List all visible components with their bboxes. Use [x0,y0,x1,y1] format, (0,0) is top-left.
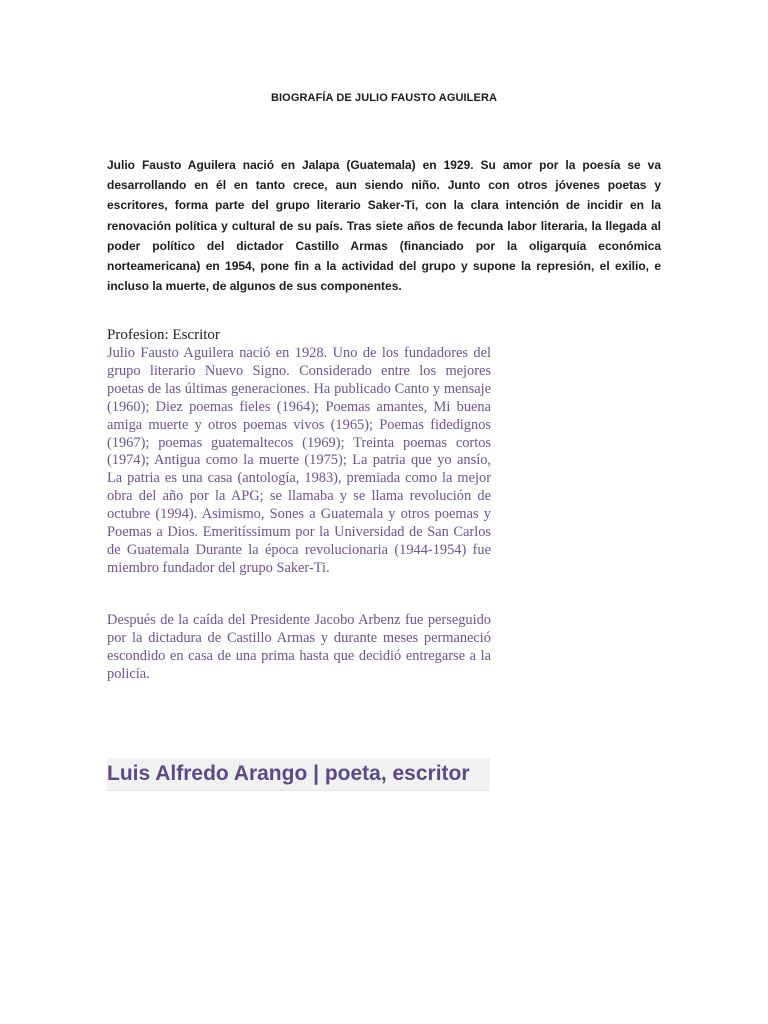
biography-intro-paragraph: Julio Fausto Aguilera nació en Jalapa (Guatemala) en 1929. Su amor por la poesía se va desarrollando en él en tanto crece, aun siendo niño. Junto con otros jóvenes poetas y escritores, forma parte del grupo literario Saker-Ti, con la clara intención de incidir en la renovación política y cultural de su país. Tras siete años de fecunda labor literaria, la llegada al poder político del dictador Castillo Armas (financiado por la oligarquía económica norteamericana) en 1954, pone fin a la actividad del grupo y supone la represión, el exilio, e incluso la muerte, de algunos de sus componentes. [107,158,661,294]
profession-line: Profesion: Escritor [107,327,220,343]
document-title: BIOGRAFÍA DE JULIO FAUSTO AGUILERA [270,92,498,104]
biography-detail-paragraph: Julio Fausto Aguilera nació en 1928. Uno de los fundadores del grupo literario Nuevo Signo. Considerado entre los mejores poetas de las últimas generaciones. Ha publicado Canto y mensaje (1960); Diez poemas fieles (1964); Poemas amantes, Mi buena amiga muerte y otros poemas vivos (1965); Poemas fidedignos (1967); poemas guatemaltecos (1969); Treinta poemas cortos (1974); Antigua como la muerte (1975); La patria que yo ansío, La patria es una casa (antología, 1983), premiada como la mejor obra del año por la APG; se llamaba y se llama revolución de octubre (1994). Asimismo, Sones a Guatemala y otros poemas y Poemas a Dios. Emeritíssimum por la Universidad de San Carlos de Guatemala Durante la época revolucionaria (1944-1954) fue miembro fundador del grupo Saker-Ti. [107,345,491,576]
exile-paragraph: Después de la caída del Presidente Jacobo Arbenz fue perseguido por la dictadura de Castillo Armas y durante meses permaneció escondido en casa de una prima hasta que decidió entregarse a la policía. [107,612,491,682]
poet-heading-link[interactable]: Luis Alfredo Arango | poeta, escritor [107,758,490,791]
